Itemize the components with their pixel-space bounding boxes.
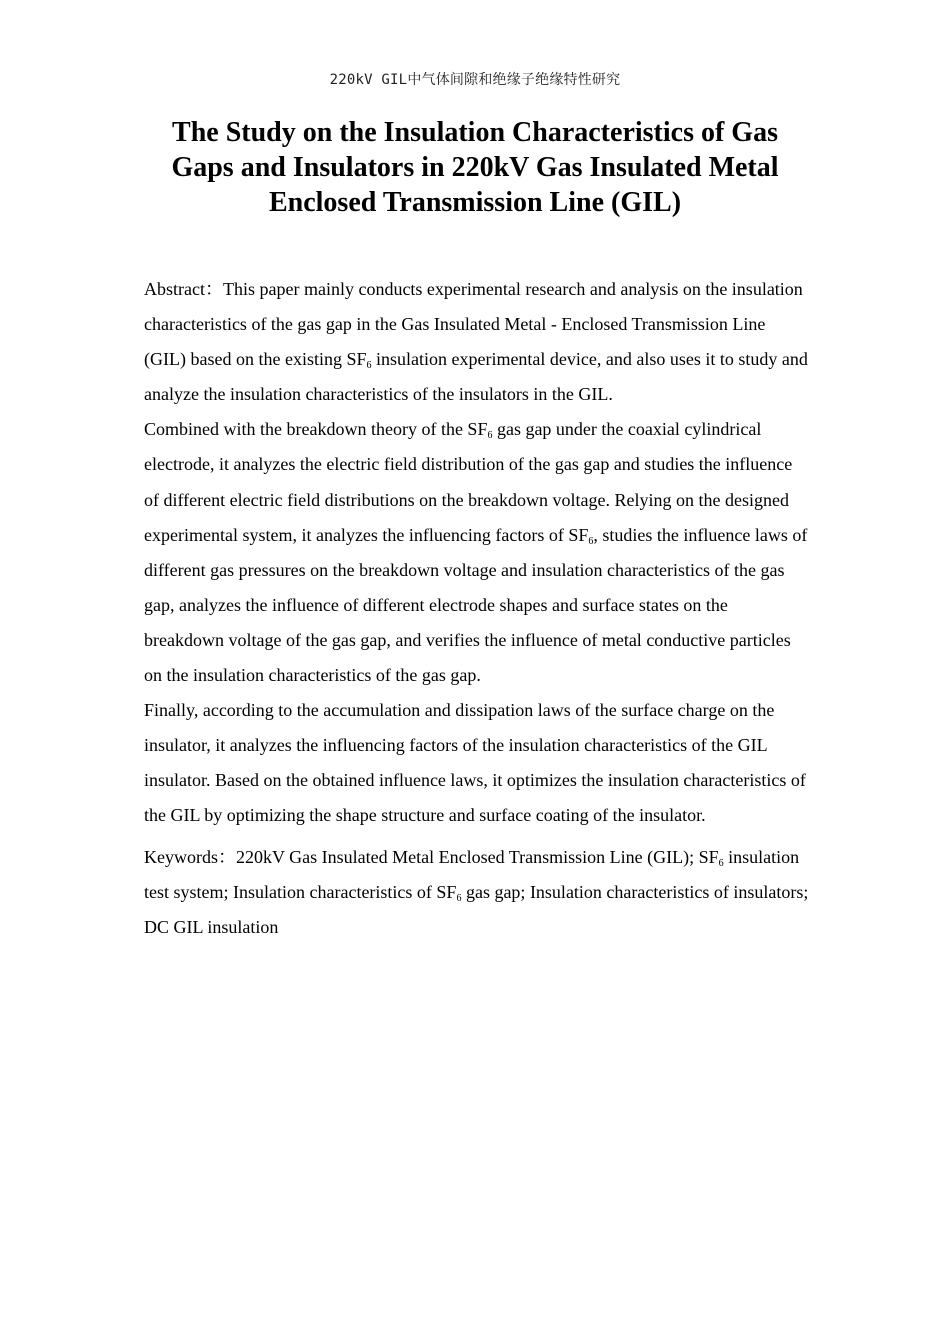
- abstract-p2-text-b: gas gap under the coaxial cylindrical electrode, it analyzes the electric field distribution of the gas gap and studies the influence of different electric field distributions on the breakdown voltage. Relying on the designed experimental system, it analyzes the influencing factors of SF: [144, 419, 793, 545]
- running-header: 220kV GIL中气体间隙和绝缘子绝缘特性研究: [329, 72, 621, 88]
- subscript: 6: [588, 535, 594, 547]
- abstract-paragraph-1: [144, 272, 810, 412]
- abstract-p2-text-a: Combined with the breakdown theory of the SF: [144, 419, 488, 440]
- abstract-p1-text-b: insulation experimental device, and also uses it to study and analyze the insulation characteristics of the insulators in the GIL.: [144, 349, 808, 405]
- subscript: 6: [487, 430, 493, 442]
- abstract-paragraph-3: Finally, according to the accumulation and dissipation laws of the surface charge on the insulator, it analyzes the influencing factors of the insulation characteristics of the GIL insulator. Based on the obtained influence laws, it optimizes the insulation characteristics of the GIL by optimizing the shape structure and surface coating of the insulator.: [144, 700, 806, 826]
- subscript: 6: [456, 892, 462, 904]
- abstract-label: Abstract：: [144, 279, 223, 299]
- keywords-paragraph: [144, 840, 810, 945]
- paper-title: The Study on the Insulation Characteristics of Gas Gaps and Insulators in 220kV Gas Insulated Metal Enclosed Transmission Line (GIL): [171, 117, 779, 218]
- abstract-paragraph-2: [144, 412, 810, 693]
- keywords-text-b: insulation test system; Insulation characteristics of SF: [144, 846, 800, 902]
- abstract-p1-text-a: This paper mainly conducts experimental research and analysis on the insulation characteristics of the gas gap in the Gas Insulated Metal - Enclosed Transmission Line (GIL) based on the existing SF: [144, 279, 803, 370]
- abstract-section: [144, 272, 810, 945]
- subscript: 6: [366, 360, 372, 372]
- keywords-label: Keywords：: [144, 846, 236, 867]
- abstract-p2-text-c: , studies the influence laws of different gas pressures on the breakdown voltage and insulation characteristics of the gas gap, analyzes the influence of different electrode shapes and surface states on the breakdown voltage of the gas gap, and verifies the influence of metal conductive particles on the insulation characteristics of the gas gap.: [144, 524, 808, 686]
- subscript: 6: [718, 857, 724, 869]
- keywords-text-c: gas gap; Insulation characteristics of insulators; DC GIL insulation: [144, 881, 809, 937]
- keywords-text-a: 220kV Gas Insulated Metal Enclosed Transmission Line (GIL); SF: [236, 846, 719, 867]
